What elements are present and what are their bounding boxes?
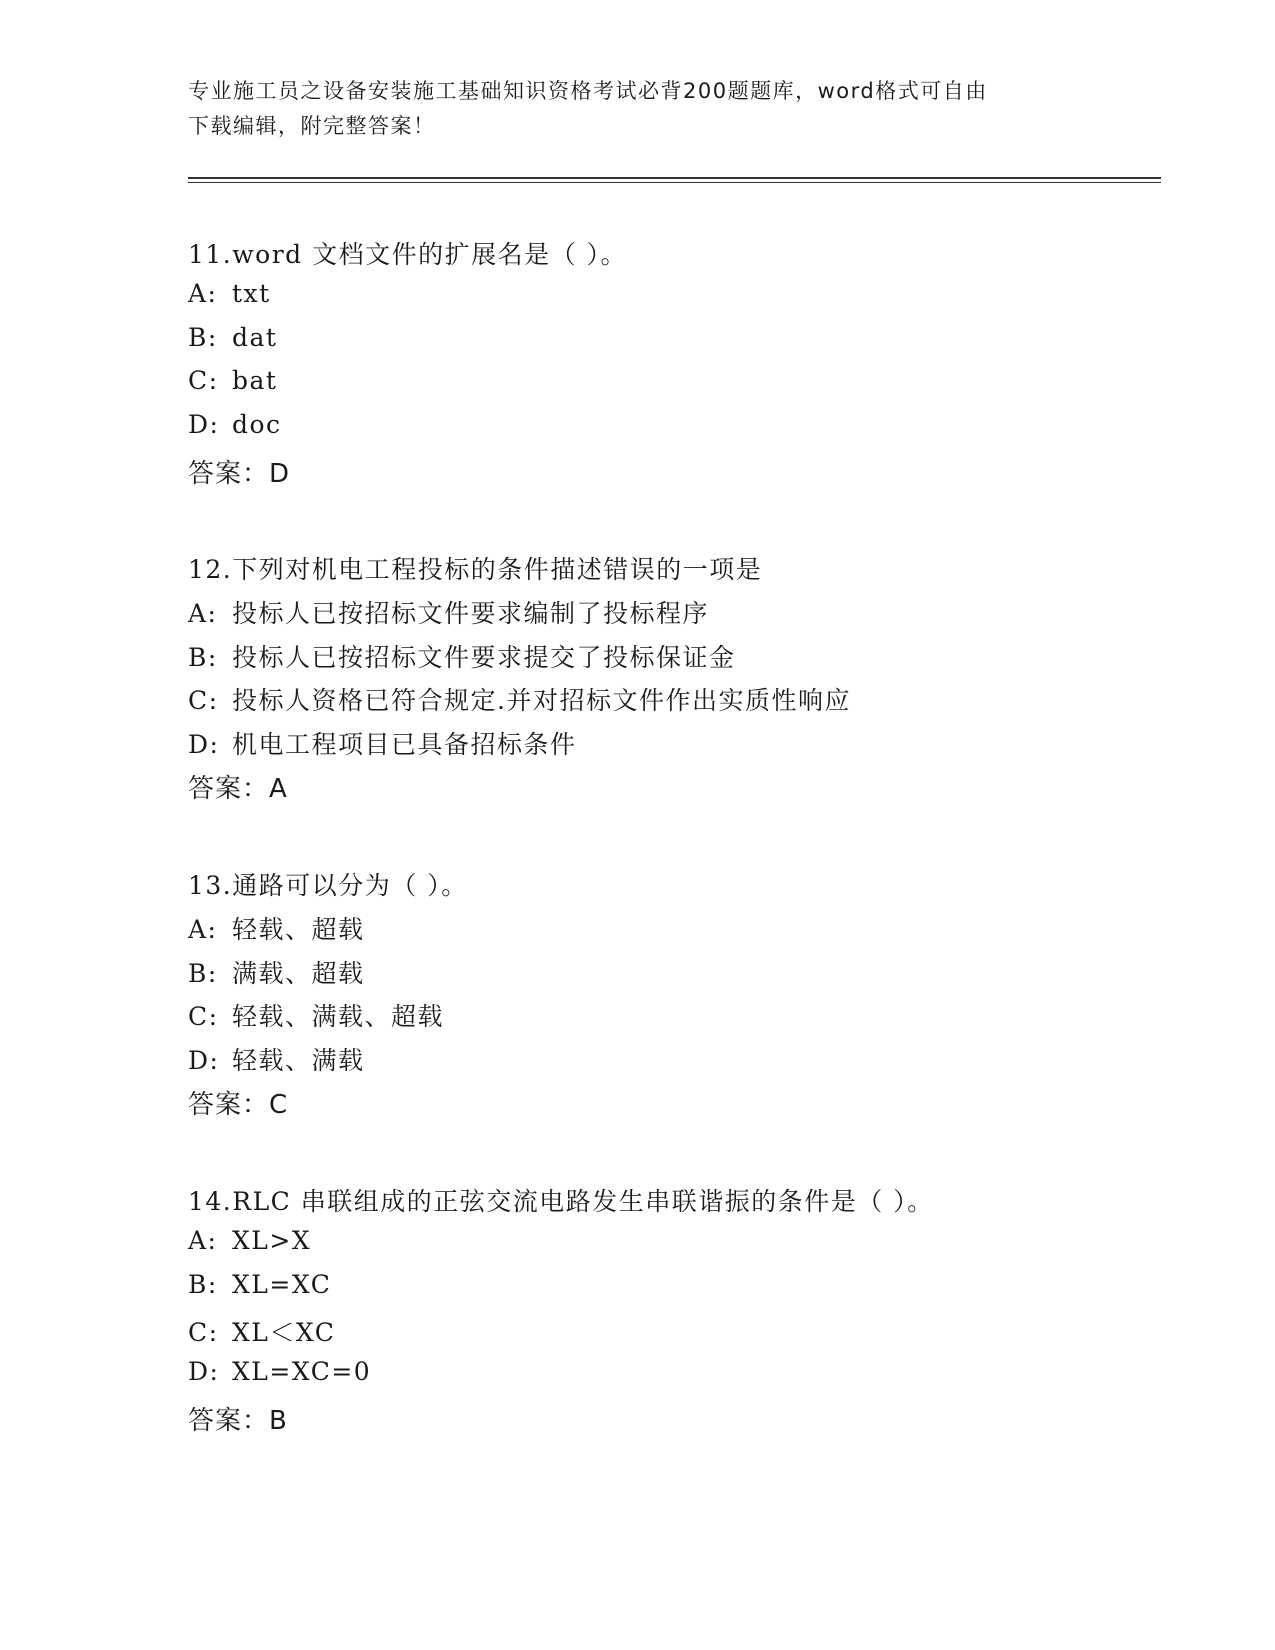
option-text: txt <box>232 279 271 308</box>
option-key: D: <box>188 1046 220 1075</box>
question-stem: 13.通路可以分为（ ）。 <box>188 871 468 900</box>
option-b <box>188 1270 331 1299</box>
option-text: doc <box>232 410 282 439</box>
option-text: XL>X <box>232 1226 312 1255</box>
header-title-line-2: 下载编辑，附完整答案！ <box>188 114 436 138</box>
header-title-line-1: 专业施工员之设备安装施工基础知识资格考试必背200题题库，word格式可自由 <box>188 79 988 103</box>
option-c <box>188 997 444 1033</box>
answer-label: 答案：D <box>188 459 291 489</box>
option-key: A: <box>188 599 218 628</box>
option-text: dat <box>232 323 278 352</box>
option-key: C: <box>188 686 219 715</box>
option-key: B: <box>188 643 218 672</box>
option-key: B: <box>188 323 218 352</box>
option-d <box>188 1357 371 1386</box>
option-key: A: <box>188 915 218 944</box>
answer-label: 答案：A <box>188 774 288 804</box>
question-stem: 14.RLC 串联组成的正弦交流电路发生串联谐振的条件是（ ）。 <box>188 1187 934 1216</box>
option-key: D: <box>188 1357 220 1386</box>
option-text: 轻载、超载 <box>232 915 365 944</box>
header-divider-thin <box>188 182 1161 183</box>
option-text: 轻载、满载 <box>232 1046 365 1075</box>
option-a <box>188 1226 311 1255</box>
option-c <box>188 366 277 395</box>
question-stem: 11.word 文档文件的扩展名是（ ）。 <box>188 240 628 269</box>
option-c <box>188 1313 335 1349</box>
option-text: 机电工程项目已具备招标条件 <box>232 730 577 759</box>
option-key: C: <box>188 1002 219 1031</box>
option-d <box>188 725 577 761</box>
option-b <box>188 638 736 674</box>
option-key: C: <box>188 366 219 395</box>
option-text: bat <box>232 366 278 395</box>
option-a <box>188 910 365 946</box>
question-stem: 12.下列对机电工程投标的条件描述错误的一项是 <box>188 555 763 584</box>
option-d <box>188 410 282 439</box>
option-text: XL＜XC <box>232 1318 336 1347</box>
option-key: D: <box>188 730 220 759</box>
option-text: 满载、超载 <box>232 959 365 988</box>
answer-label: 答案：C <box>188 1090 289 1120</box>
header-divider-thick <box>188 177 1161 179</box>
document-header <box>188 74 1068 144</box>
option-key: A: <box>188 1226 218 1255</box>
option-a <box>188 594 709 630</box>
option-c <box>188 681 851 717</box>
option-a <box>188 279 271 308</box>
option-d <box>188 1041 365 1077</box>
option-b <box>188 323 277 352</box>
option-b <box>188 954 365 990</box>
option-key: B: <box>188 959 218 988</box>
option-text: XL=XC=0 <box>232 1357 372 1386</box>
option-text: 轻载、满载、超载 <box>232 1002 445 1031</box>
option-key: A: <box>188 279 218 308</box>
option-key: B: <box>188 1270 218 1299</box>
option-text: 投标人已按招标文件要求编制了投标程序 <box>232 599 710 628</box>
answer-label: 答案：B <box>188 1406 288 1436</box>
option-key: D: <box>188 410 220 439</box>
option-text: 投标人已按招标文件要求提交了投标保证金 <box>232 643 736 672</box>
option-key: C: <box>188 1318 219 1347</box>
option-text: XL=XC <box>232 1270 332 1299</box>
option-text: 投标人资格已符合规定.并对招标文件作出实质性响应 <box>232 686 851 715</box>
